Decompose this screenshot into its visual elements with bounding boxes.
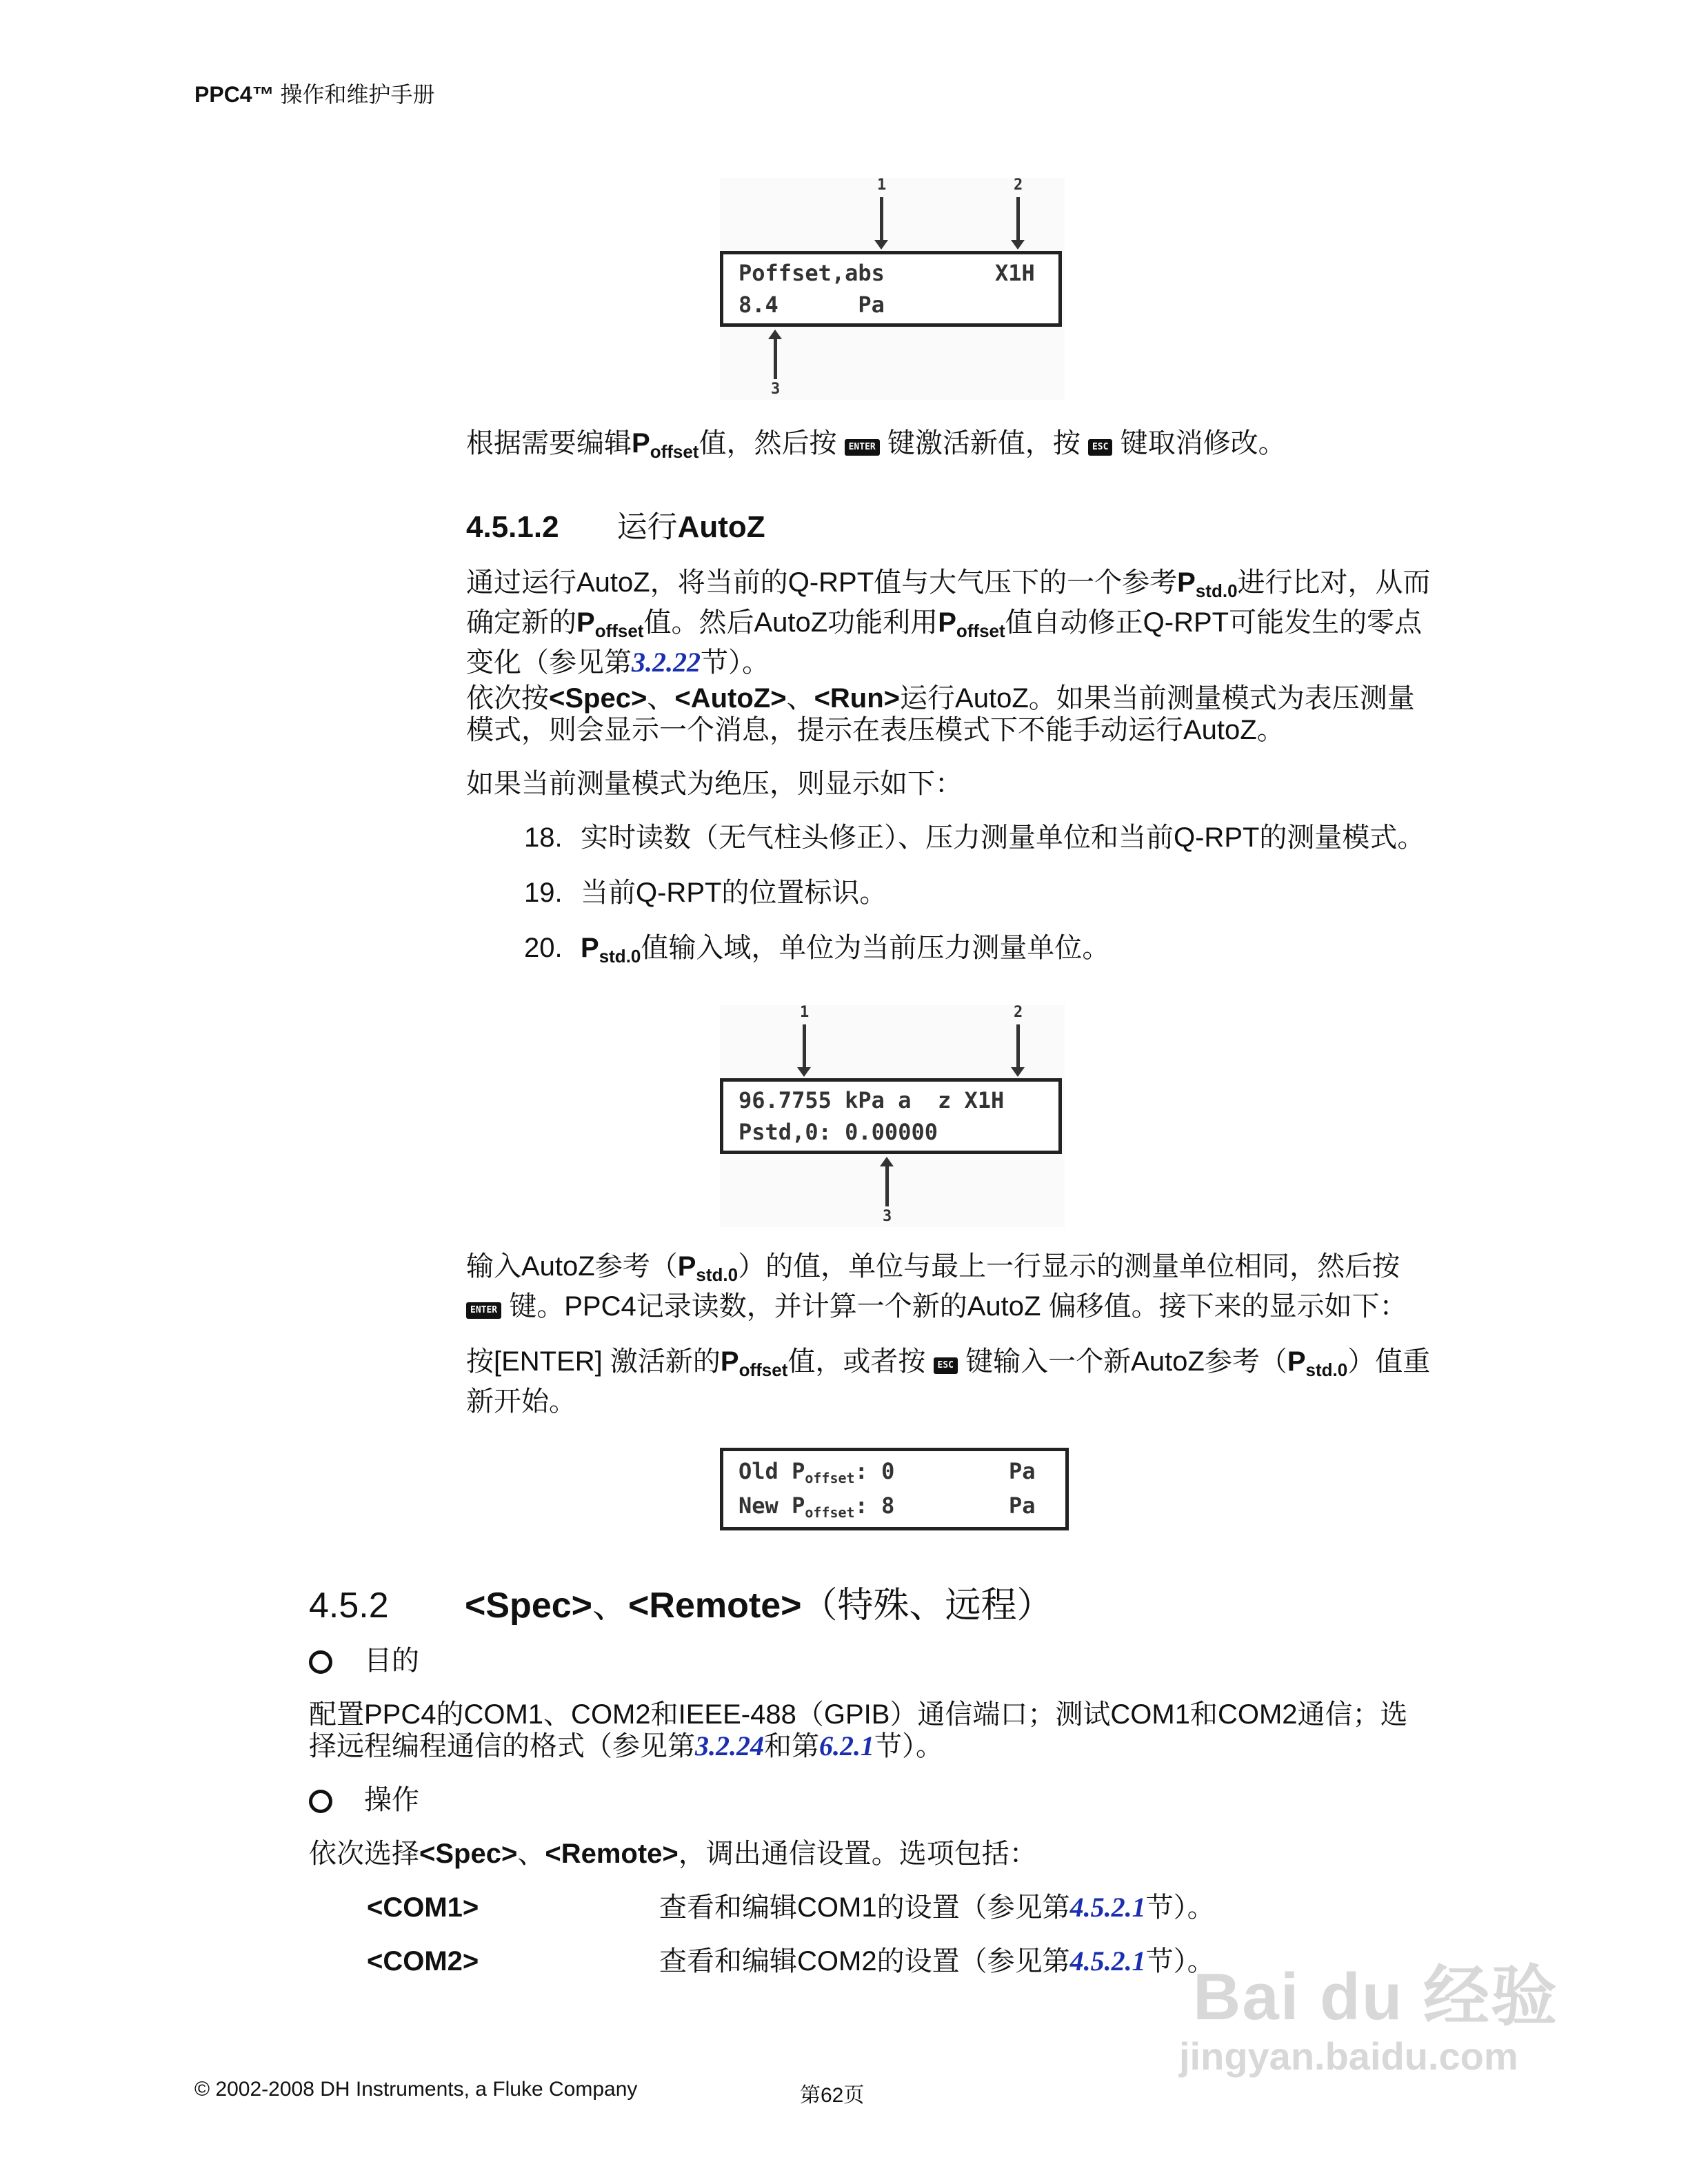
lcd-display-offset-compare xyxy=(720,1448,1069,1530)
purpose-heading: 目的 xyxy=(309,1644,419,1678)
callout-arrow-1 xyxy=(880,197,883,243)
enter-key-icon: ENTER xyxy=(845,439,880,456)
manual-subtitle: 操作和维护手册 xyxy=(280,82,435,107)
option-row-com2: <COM2> 查看和编辑COM2的设置（参见第4.5.2.1节）。 xyxy=(367,1945,1215,1976)
manual-product: PPC4™ xyxy=(194,82,274,107)
esc-key-icon: ESC xyxy=(1088,439,1112,456)
callout-arrow-2 xyxy=(1016,197,1020,243)
paragraph-edit-offset: 根据需要编辑$P_{offset}$值，然后按 ENTER 键激活新值，按 ESC 键取消修改。 xyxy=(466,428,1286,462)
lcd-line-2: 8.4 Pa xyxy=(738,292,885,318)
lcd-line-1-id: X1H xyxy=(995,260,1035,286)
option-row-com1: <COM1> 查看和编辑COM1的设置（参见第4.5.2.1节）。 xyxy=(367,1892,1215,1923)
lcd-line-new: New Poffset: 8 xyxy=(738,1493,895,1521)
lcd-line-1: 96.7755 kPa a z X1H xyxy=(738,1087,1005,1113)
lcd-figure-2 xyxy=(720,1005,1065,1227)
callout-arrow-3 xyxy=(885,1165,889,1206)
callout-arrow-2 xyxy=(1016,1024,1020,1070)
list-item: 18. 实时读数（无气柱头修正）、压力测量单位和当前Q-RPT的测量模式。 xyxy=(524,822,1425,853)
lcd-line-2: Pstd,0: 0.00000 xyxy=(738,1119,938,1145)
xref-4521[interactable]: 4.5.2.1 xyxy=(1069,1945,1146,1976)
xref-3222[interactable]: 3.2.22 xyxy=(632,647,701,678)
paragraph-purpose: 配置PPC4的COM1、COM2和IEEE-488（GPIB）通信端口；测试COM1和COM2通信；选 择远程编程通信的格式（参见第3.2.24和第6.2.1节）。 xyxy=(309,1699,1408,1761)
section-heading-452: 4.5.2 <Spec>、<Remote>（特殊、远程） xyxy=(309,1586,1053,1626)
footer-page-number: 第62页 xyxy=(800,2084,865,2107)
list-item: 20. $P_{std.0}$值输入域，单位为当前压力测量单位。 xyxy=(524,933,1110,967)
lcd-display xyxy=(720,251,1062,327)
esc-key-icon: ESC xyxy=(934,1357,958,1374)
lcd-figure-1 xyxy=(720,178,1065,400)
lcd-display xyxy=(720,1078,1062,1154)
xref-3224[interactable]: 3.2.24 xyxy=(695,1730,764,1761)
callout-arrow-1 xyxy=(803,1024,806,1070)
callout-3: 3 xyxy=(771,381,781,398)
watermark-url: jingyan.baidu.com xyxy=(1179,2034,1518,2078)
paragraph-activate-offset: 按[ENTER] 激活新的$P_{offset}$值，或者按 ESC 键输入一个新AutoZ参考$(P_{std.0})$值重 新开始。 xyxy=(466,1346,1431,1417)
lcd-unit-new: Pa xyxy=(1009,1493,1036,1519)
watermark-brand: Bai du 经验 xyxy=(1193,1960,1559,2034)
section-heading-4512: 4.5.1.2 运行AutoZ xyxy=(466,510,765,544)
paragraph-run-steps: 依次按<Spec>、<AutoZ>、<Run>运行AutoZ。如果当前测量模式为表压测量 模式，则会显示一个消息，提示在表压模式下不能手动运行AutoZ。 xyxy=(466,683,1415,745)
lcd-line-old: Old Poffset: 0 xyxy=(738,1458,895,1486)
list-item: 19. 当前Q-RPT的位置标识。 xyxy=(524,878,887,908)
bullet-icon xyxy=(309,1790,332,1813)
running-header xyxy=(194,77,435,109)
callout-2: 2 xyxy=(1014,176,1023,194)
footer-copyright: © 2002-2008 DH Instruments, a Fluke Company xyxy=(194,2078,638,2101)
callout-3: 3 xyxy=(883,1208,892,1225)
lcd-line-1-label: Poffset,abs xyxy=(738,260,885,286)
operation-heading: 操作 xyxy=(309,1783,419,1817)
paragraph-input-reference: 输入AutoZ参考$(P_{std.0})$的值，单位与最上一行显示的测量单位相同，然后按 ENTER 键。PPC4记录读数，并计算一个新的AutoZ 偏移值。接下来的显示如下： xyxy=(466,1251,1407,1322)
paragraph-run-autoz: 通过运行AutoZ，将当前的Q-RPT值与大气压下的一个参考$P_{std.0}$进行比对，从而 确定新的$P_{offset}$值。然后AutoZ功能利用$P_{offset}$值自动修正Q-RPT可能发生的零点 变化（参见第3.2.22节）。 xyxy=(466,567,1431,678)
lcd-unit-old: Pa xyxy=(1009,1458,1036,1484)
enter-key-icon: ENTER xyxy=(466,1302,501,1319)
callout-1: 1 xyxy=(800,1004,810,1021)
xref-4521[interactable]: 4.5.2.1 xyxy=(1069,1892,1146,1923)
paragraph-absolute-mode: 如果当前测量模式为绝压，则显示如下： xyxy=(466,769,963,799)
callout-2: 2 xyxy=(1014,1004,1023,1021)
paragraph-operation: 依次选择<Spec>、<Remote>，调出通信设置。选项包括： xyxy=(309,1839,1037,1869)
bullet-icon xyxy=(309,1650,332,1674)
callout-arrow-3 xyxy=(774,338,777,379)
xref-621[interactable]: 6.2.1 xyxy=(819,1730,874,1761)
callout-1: 1 xyxy=(877,176,887,194)
